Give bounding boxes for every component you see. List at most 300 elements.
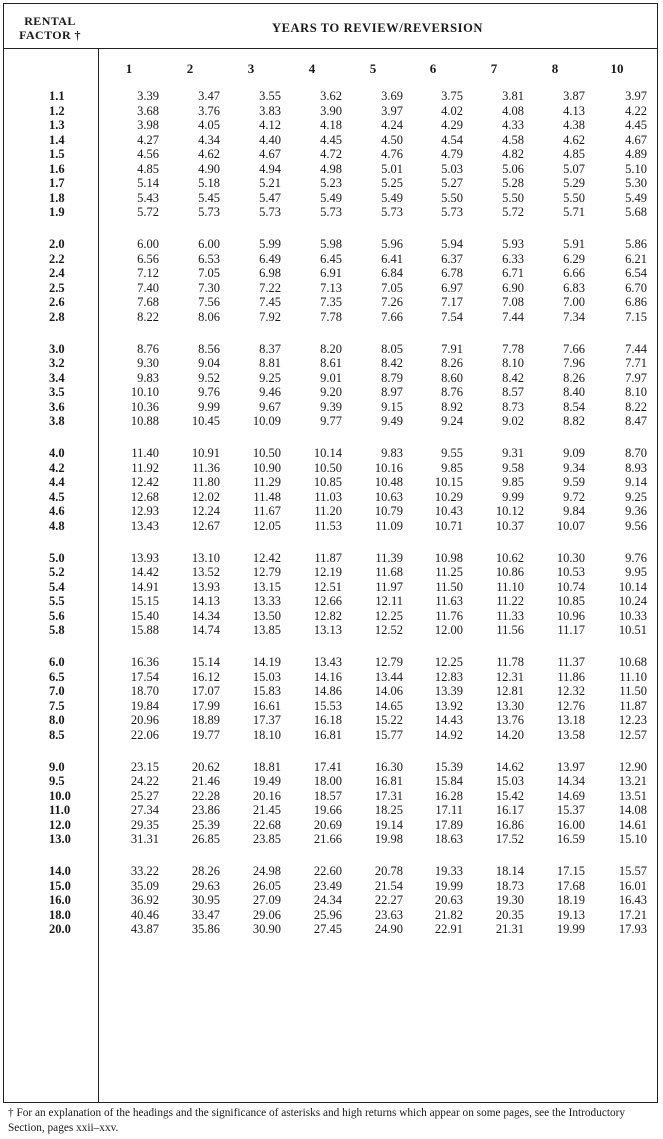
rental-factor-cell: 4.2 — [49, 460, 65, 475]
table-row — [4, 922, 657, 936]
value-cell: 25.27 — [130, 788, 159, 803]
value-cell: 3.39 — [137, 89, 159, 103]
value-cell: 5.50 — [563, 190, 585, 205]
value-cell: 4.08 — [502, 103, 524, 118]
table-row — [4, 104, 657, 118]
value-cell: 4.18 — [320, 118, 342, 132]
value-cell: 8.61 — [320, 356, 342, 370]
value-cell: 7.66 — [563, 341, 585, 356]
value-cell: 40.46 — [130, 907, 159, 922]
header-divider — [4, 48, 657, 49]
value-cell: 14.16 — [313, 669, 342, 684]
rental-factor-cell: 4.4 — [49, 475, 65, 489]
value-cell: 9.77 — [320, 414, 342, 428]
table-row — [4, 385, 657, 399]
value-cell: 8.54 — [563, 399, 585, 414]
value-cell: 5.28 — [502, 176, 524, 190]
value-cell: 15.77 — [374, 727, 403, 742]
value-cell: 10.71 — [434, 518, 463, 533]
value-cell: 15.42 — [495, 788, 524, 803]
table-row — [4, 205, 657, 219]
value-cell: 7.35 — [320, 295, 342, 309]
value-cell: 4.76 — [381, 147, 403, 161]
value-cell: 36.92 — [130, 893, 159, 907]
value-cell: 12.52 — [374, 623, 403, 637]
value-cell: 43.87 — [130, 922, 159, 936]
value-cell: 18.70 — [130, 684, 159, 698]
value-cell: 12.42 — [130, 475, 159, 489]
value-cell: 11.76 — [435, 608, 463, 623]
value-cell: 21.45 — [252, 803, 281, 817]
rental-factor-cell: 3.0 — [49, 341, 65, 356]
value-cell: 10.91 — [191, 446, 220, 460]
value-cell: 6.21 — [625, 251, 647, 266]
value-cell: 4.85 — [137, 161, 159, 176]
value-cell: 9.55 — [441, 446, 463, 460]
value-cell: 13.43 — [130, 518, 159, 533]
value-cell: 17.93 — [618, 922, 647, 936]
value-cell: 8.20 — [320, 341, 342, 356]
value-cell: 16.28 — [434, 788, 463, 803]
value-cell: 10.07 — [556, 518, 585, 533]
column-header: 10 — [610, 61, 624, 76]
value-cell: 10.96 — [556, 608, 585, 623]
value-cell: 5.30 — [625, 176, 647, 190]
value-cell: 14.42 — [130, 565, 159, 579]
table-row — [4, 699, 657, 713]
value-cell: 19.49 — [252, 774, 281, 788]
value-cell: 19.30 — [495, 893, 524, 907]
value-cell: 11.22 — [496, 594, 524, 608]
value-cell: 10.14 — [313, 446, 342, 460]
rental-factor-heading — [4, 14, 96, 42]
table-row — [4, 818, 657, 832]
value-cell: 5.14 — [137, 176, 159, 190]
table-row — [4, 655, 657, 669]
value-cell: 18.73 — [495, 878, 524, 893]
value-cell: 10.09 — [252, 414, 281, 428]
value-cell: 33.47 — [191, 907, 220, 922]
value-cell: 11.10 — [496, 579, 524, 594]
value-cell: 13.92 — [434, 698, 463, 713]
value-cell: 17.41 — [313, 759, 342, 774]
rental-factor-cell: 18.0 — [49, 907, 71, 922]
value-cell: 22.28 — [191, 788, 220, 803]
value-cell: 15.10 — [618, 832, 647, 846]
table-row — [4, 760, 657, 774]
value-cell: 12.02 — [191, 489, 220, 504]
value-cell: 3.87 — [563, 89, 585, 103]
rental-factor-cell: 1.6 — [49, 161, 65, 176]
value-cell: 12.42 — [252, 550, 281, 565]
value-cell: 8.81 — [259, 356, 281, 370]
value-cell: 17.21 — [618, 907, 647, 922]
value-cell: 12.05 — [252, 518, 281, 533]
value-cell: 22.27 — [374, 893, 403, 907]
value-cell: 4.89 — [625, 147, 647, 161]
value-cell: 27.09 — [252, 893, 281, 907]
value-cell: 9.76 — [625, 550, 647, 565]
rental-factor-cell: 3.4 — [49, 370, 65, 385]
value-cell: 6.84 — [381, 266, 403, 280]
value-cell: 8.26 — [563, 370, 585, 385]
value-cell: 9.58 — [502, 460, 524, 475]
value-cell: 10.14 — [618, 579, 647, 594]
value-cell: 5.43 — [137, 190, 159, 205]
value-cell: 10.24 — [618, 594, 647, 608]
value-cell: 4.33 — [502, 118, 524, 132]
value-cell: 10.51 — [618, 623, 647, 637]
rental-factor-cell: 7.0 — [49, 684, 65, 698]
rental-factor-cell: 1.5 — [49, 147, 65, 161]
value-cell: 7.44 — [502, 309, 524, 324]
rental-factor-cell: 5.4 — [49, 579, 65, 594]
value-cell: 12.81 — [495, 684, 524, 698]
value-cell: 5.50 — [441, 190, 463, 205]
value-cell: 9.15 — [381, 399, 403, 414]
value-cell: 22.91 — [434, 922, 463, 936]
value-cell: 5.49 — [320, 190, 342, 205]
value-cell: 7.91 — [441, 341, 463, 356]
value-cell: 20.78 — [374, 864, 403, 878]
value-cell: 19.77 — [191, 727, 220, 742]
value-cell: 4.54 — [441, 132, 463, 147]
column-header: 8 — [551, 61, 559, 76]
value-cell: 9.52 — [198, 370, 220, 385]
value-cell: 25.96 — [313, 907, 342, 922]
value-cell: 7.78 — [320, 309, 342, 324]
value-cell: 4.94 — [259, 161, 281, 176]
value-cell: 3.98 — [137, 118, 159, 132]
rental-factor-cell: 8.0 — [49, 713, 65, 727]
value-cell: 3.90 — [320, 103, 342, 118]
value-cell: 7.13 — [320, 280, 342, 295]
value-cell: 20.96 — [130, 713, 159, 727]
value-cell: 8.97 — [381, 385, 403, 399]
value-cell: 3.68 — [137, 103, 159, 118]
value-cell: 33.22 — [130, 864, 159, 878]
value-cell: 12.82 — [313, 608, 342, 623]
value-cell: 13.76 — [495, 713, 524, 727]
value-cell: 19.99 — [434, 878, 463, 893]
value-cell: 11.68 — [375, 565, 403, 579]
table-row — [4, 832, 657, 846]
table-row — [4, 519, 657, 533]
table-row — [4, 908, 657, 922]
value-cell: 7.26 — [381, 295, 403, 309]
value-cell: 10.50 — [252, 446, 281, 460]
value-cell: 8.93 — [625, 460, 647, 475]
value-cell: 8.73 — [502, 399, 524, 414]
value-cell: 5.50 — [502, 190, 524, 205]
value-cell: 7.12 — [137, 266, 159, 280]
value-cell: 15.39 — [434, 759, 463, 774]
value-cell: 6.91 — [320, 266, 342, 280]
value-cell: 8.26 — [441, 356, 463, 370]
value-cell: 14.74 — [191, 623, 220, 637]
value-cell: 8.92 — [441, 399, 463, 414]
value-cell: 5.49 — [625, 190, 647, 205]
rental-factor-cell: 5.8 — [49, 623, 65, 637]
value-cell: 5.06 — [502, 161, 524, 176]
value-cell: 18.57 — [313, 788, 342, 803]
value-cell: 5.01 — [381, 161, 403, 176]
value-cell: 9.85 — [441, 460, 463, 475]
value-cell: 9.83 — [381, 446, 403, 460]
value-cell: 7.08 — [502, 295, 524, 309]
value-cell: 11.50 — [435, 579, 463, 594]
value-cell: 8.76 — [137, 341, 159, 356]
rental-factor-cell: 1.9 — [49, 205, 65, 219]
value-cell: 4.98 — [320, 161, 342, 176]
value-cell: 15.22 — [374, 713, 403, 727]
value-cell: 5.49 — [381, 190, 403, 205]
value-cell: 29.06 — [252, 907, 281, 922]
value-cell: 8.60 — [441, 370, 463, 385]
table-row — [4, 670, 657, 684]
value-cell: 9.46 — [259, 385, 281, 399]
value-cell: 12.57 — [618, 727, 647, 742]
table-row — [4, 609, 657, 623]
rental-factor-cell: 4.6 — [49, 504, 65, 518]
value-cell: 16.36 — [130, 655, 159, 669]
value-cell: 10.63 — [374, 489, 403, 504]
value-cell: 6.66 — [563, 266, 585, 280]
value-cell: 5.10 — [625, 161, 647, 176]
value-cell: 21.31 — [495, 922, 524, 936]
value-cell: 13.30 — [495, 698, 524, 713]
value-cell: 22.60 — [313, 864, 342, 878]
value-cell: 5.96 — [381, 237, 403, 251]
value-cell: 10.62 — [495, 550, 524, 565]
value-cell: 4.22 — [625, 103, 647, 118]
value-cell: 11.03 — [314, 489, 342, 504]
value-cell: 14.62 — [495, 759, 524, 774]
value-cell: 10.79 — [374, 504, 403, 518]
value-cell: 8.06 — [198, 309, 220, 324]
value-cell: 5.73 — [259, 205, 281, 219]
value-cell: 11.48 — [253, 489, 281, 504]
value-cell: 5.27 — [441, 176, 463, 190]
value-cell: 13.58 — [556, 727, 585, 742]
value-cell: 4.12 — [259, 118, 281, 132]
value-cell: 9.99 — [502, 489, 524, 504]
rental-factor-cell: 4.8 — [49, 518, 65, 533]
rental-factor-cell: 5.2 — [49, 565, 65, 579]
column-header: 6 — [429, 61, 437, 76]
value-cell: 18.00 — [313, 774, 342, 788]
value-cell: 6.41 — [381, 251, 403, 266]
value-cell: 21.82 — [434, 907, 463, 922]
table-row — [4, 162, 657, 176]
value-cell: 4.05 — [198, 118, 220, 132]
value-cell: 12.76 — [556, 698, 585, 713]
value-cell: 5.47 — [259, 190, 281, 205]
value-cell: 13.15 — [252, 579, 281, 594]
table-row — [4, 789, 657, 803]
value-cell: 16.59 — [556, 832, 585, 846]
value-cell: 9.99 — [198, 399, 220, 414]
value-cell: 27.34 — [130, 803, 159, 817]
value-cell: 3.55 — [259, 89, 281, 103]
rental-factor-cell: 2.6 — [49, 295, 65, 309]
value-cell: 4.02 — [441, 103, 463, 118]
rental-factor-cell: 1.3 — [49, 118, 65, 132]
value-cell: 8.22 — [625, 399, 647, 414]
value-cell: 10.74 — [556, 579, 585, 594]
value-cell: 12.79 — [374, 655, 403, 669]
value-cell: 5.71 — [563, 205, 585, 219]
value-cell: 6.45 — [320, 251, 342, 266]
value-cell: 9.09 — [563, 446, 585, 460]
value-cell: 16.81 — [313, 727, 342, 742]
value-cell: 4.27 — [137, 132, 159, 147]
value-cell: 24.22 — [130, 774, 159, 788]
table-row — [4, 490, 657, 504]
value-cell: 19.14 — [374, 817, 403, 832]
rental-factor-cell: 2.0 — [49, 237, 65, 251]
table-row — [4, 414, 657, 428]
column-header: 1 — [125, 61, 133, 76]
value-cell: 10.88 — [130, 414, 159, 428]
value-cell: 10.68 — [618, 655, 647, 669]
value-cell: 13.18 — [556, 713, 585, 727]
value-cell: 7.22 — [259, 280, 281, 295]
value-cell: 14.08 — [618, 803, 647, 817]
value-cell: 3.81 — [502, 89, 524, 103]
value-cell: 14.06 — [374, 684, 403, 698]
value-cell: 11.67 — [253, 504, 281, 518]
value-cell: 16.86 — [495, 817, 524, 832]
value-cell: 24.98 — [252, 864, 281, 878]
value-cell: 9.84 — [563, 504, 585, 518]
table-row — [4, 580, 657, 594]
value-cell: 12.11 — [375, 594, 403, 608]
value-cell: 12.51 — [313, 579, 342, 594]
value-cell: 15.40 — [130, 608, 159, 623]
value-cell: 6.29 — [563, 251, 585, 266]
value-cell: 12.90 — [618, 759, 647, 774]
value-cell: 11.37 — [557, 655, 585, 669]
value-cell: 12.93 — [130, 504, 159, 518]
value-cell: 10.10 — [130, 385, 159, 399]
value-cell: 14.20 — [495, 727, 524, 742]
value-cell: 4.85 — [563, 147, 585, 161]
value-cell: 15.84 — [434, 774, 463, 788]
value-cell: 9.24 — [441, 414, 463, 428]
value-cell: 10.90 — [252, 460, 281, 475]
rental-factor-heading-line: FACTOR † — [19, 28, 81, 42]
value-cell: 23.49 — [313, 878, 342, 893]
value-cell: 5.21 — [259, 176, 281, 190]
rental-factor-cell: 14.0 — [49, 864, 71, 878]
value-cell: 15.03 — [495, 774, 524, 788]
value-cell: 6.54 — [625, 266, 647, 280]
table-row — [4, 461, 657, 475]
value-cell: 10.45 — [191, 414, 220, 428]
value-cell: 5.29 — [563, 176, 585, 190]
value-cell: 7.44 — [625, 341, 647, 356]
value-cell: 30.90 — [252, 922, 281, 936]
rental-factor-cell: 9.0 — [49, 759, 65, 774]
value-cell: 7.92 — [259, 309, 281, 324]
value-cell: 23.85 — [252, 832, 281, 846]
value-cell: 13.51 — [618, 788, 647, 803]
value-cell: 14.34 — [191, 608, 220, 623]
rental-factor-cell: 1.7 — [49, 176, 65, 190]
value-cell: 7.54 — [441, 309, 463, 324]
value-cell: 23.86 — [191, 803, 220, 817]
value-cell: 31.31 — [130, 832, 159, 846]
footnote: † For an explanation of the headings and the significance of asterisks and high returns which appear on some pages, see the Introductory Section, pages xxii–xxv. — [8, 1107, 626, 1134]
table-row — [4, 475, 657, 489]
value-cell: 17.31 — [374, 788, 403, 803]
value-cell: 18.81 — [252, 759, 281, 774]
value-cell: 11.92 — [131, 460, 159, 475]
value-cell: 5.73 — [381, 205, 403, 219]
value-cell: 5.91 — [563, 237, 585, 251]
value-cell: 8.22 — [137, 309, 159, 324]
rental-factor-cell: 16.0 — [49, 893, 71, 907]
value-cell: 11.20 — [314, 504, 342, 518]
value-cell: 5.86 — [625, 237, 647, 251]
value-cell: 5.18 — [198, 176, 220, 190]
value-cell: 10.33 — [618, 608, 647, 623]
value-cell: 18.19 — [556, 893, 585, 907]
value-cell: 13.43 — [313, 655, 342, 669]
value-cell: 7.68 — [137, 295, 159, 309]
value-cell: 13.93 — [130, 550, 159, 565]
value-cell: 26.85 — [191, 832, 220, 846]
value-cell: 22.68 — [252, 817, 281, 832]
value-cell: 9.31 — [502, 446, 524, 460]
value-cell: 11.09 — [375, 518, 403, 533]
value-cell: 7.40 — [137, 280, 159, 295]
rental-factor-cell: 9.5 — [49, 774, 65, 788]
rental-factor-cell: 3.6 — [49, 399, 65, 414]
value-cell: 7.71 — [625, 356, 647, 370]
value-cell: 23.63 — [374, 907, 403, 922]
table-row — [4, 504, 657, 518]
value-cell: 11.33 — [496, 608, 524, 623]
value-cell: 11.78 — [496, 655, 524, 669]
value-cell: 18.10 — [252, 727, 281, 742]
value-cell: 8.56 — [198, 341, 220, 356]
value-cell: 9.34 — [563, 460, 585, 475]
value-cell: 26.05 — [252, 878, 281, 893]
value-cell: 4.62 — [563, 132, 585, 147]
rental-factor-cell: 2.2 — [49, 251, 65, 266]
value-cell: 14.34 — [556, 774, 585, 788]
value-cell: 4.67 — [259, 147, 281, 161]
table-row — [4, 266, 657, 280]
value-cell: 7.97 — [625, 370, 647, 385]
value-cell: 5.25 — [381, 176, 403, 190]
value-cell: 17.37 — [252, 713, 281, 727]
table-frame — [3, 3, 658, 1103]
value-cell: 27.45 — [313, 922, 342, 936]
value-cell: 5.23 — [320, 176, 342, 190]
rental-factor-cell: 5.0 — [49, 550, 65, 565]
value-cell: 8.42 — [381, 356, 403, 370]
value-cell: 4.79 — [441, 147, 463, 161]
value-cell: 23.15 — [130, 759, 159, 774]
table-row — [4, 133, 657, 147]
value-cell: 8.79 — [381, 370, 403, 385]
value-cell: 4.40 — [259, 132, 281, 147]
value-cell: 9.14 — [625, 475, 647, 489]
value-cell: 10.48 — [374, 475, 403, 489]
